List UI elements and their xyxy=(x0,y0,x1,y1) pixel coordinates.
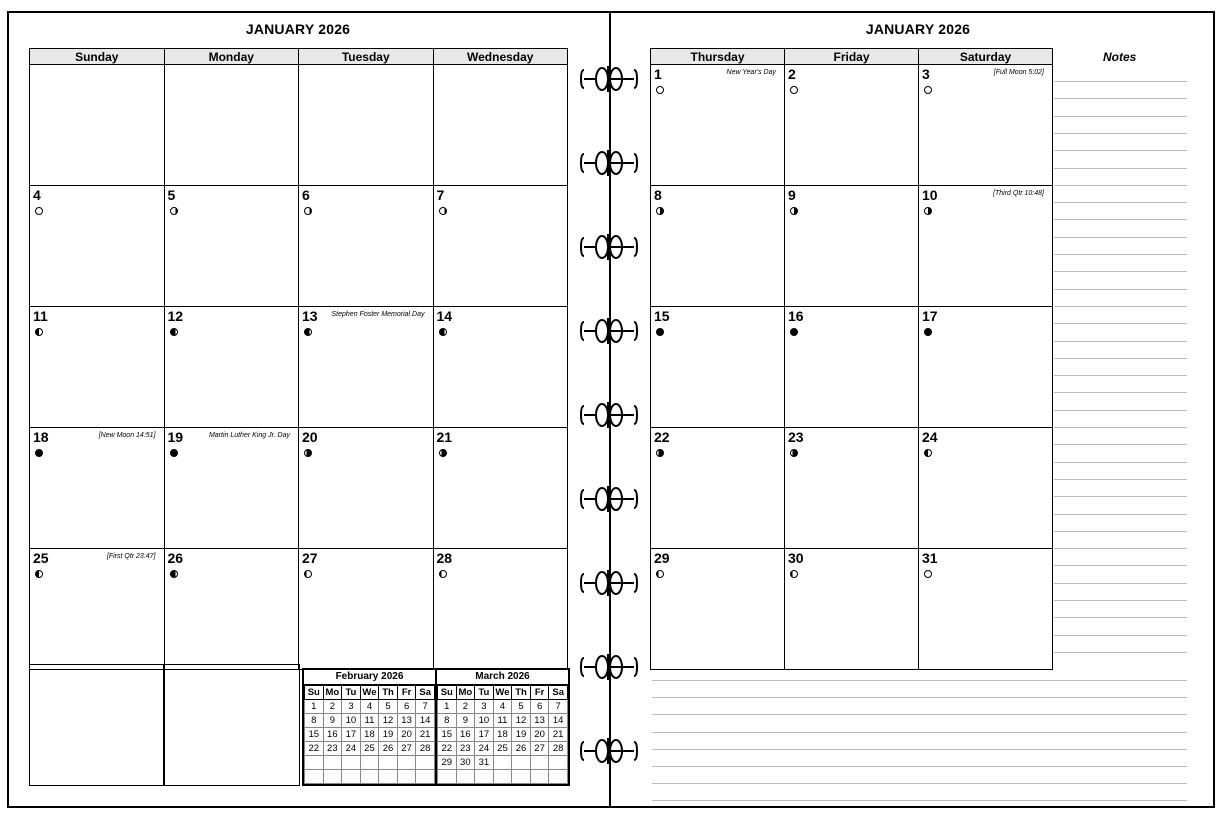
moon-phase-icon xyxy=(35,207,43,215)
binder-ring-icon xyxy=(580,234,638,260)
mini-day: 20 xyxy=(397,728,416,742)
mini-day: 10 xyxy=(475,714,494,728)
blank-box-sunday[interactable] xyxy=(29,664,165,786)
notes-rule-line xyxy=(1054,462,1187,463)
day-number: 18 xyxy=(33,429,49,445)
notes-rule-line xyxy=(1054,116,1187,117)
day-number: 17 xyxy=(922,308,938,324)
mini-day: 5 xyxy=(379,700,398,714)
mini-day xyxy=(549,770,568,784)
notes-rule-line xyxy=(1054,168,1187,169)
day-cell[interactable] xyxy=(651,549,785,670)
mini-day: 25 xyxy=(360,742,379,756)
mini-weekday: We xyxy=(493,686,512,700)
moon-phase-icon xyxy=(304,449,312,457)
day-number: 11 xyxy=(33,308,48,324)
mini-day: 8 xyxy=(305,714,324,728)
moon-phase-icon xyxy=(790,86,798,94)
day-cell[interactable] xyxy=(651,307,785,428)
moon-phase-icon xyxy=(790,570,798,578)
day-cell[interactable] xyxy=(164,307,299,428)
mini-day: 18 xyxy=(493,728,512,742)
weekday-header: Tuesday xyxy=(299,49,434,65)
moon-phase-icon xyxy=(439,570,447,578)
bottom-rule-line xyxy=(652,680,1187,681)
day-cell[interactable] xyxy=(299,307,434,428)
notes-rule-line xyxy=(1054,427,1187,428)
notes-rule-line xyxy=(1054,652,1187,653)
mini-day: 8 xyxy=(438,714,457,728)
week-row xyxy=(651,65,1053,186)
day-cell[interactable] xyxy=(299,428,434,549)
notes-rule-line xyxy=(1054,306,1187,307)
moon-phase-icon xyxy=(656,207,664,215)
mini-day: 6 xyxy=(397,700,416,714)
blank-box-monday[interactable] xyxy=(163,664,300,786)
moon-phase-icon xyxy=(656,328,664,336)
notes-rule-line xyxy=(1054,289,1187,290)
week-row xyxy=(30,65,568,186)
moon-phase-icon xyxy=(924,207,932,215)
binder-ring-icon xyxy=(580,654,638,680)
mini-day: 11 xyxy=(493,714,512,728)
mini-weekday: Mo xyxy=(456,686,475,700)
day-cell[interactable] xyxy=(164,186,299,307)
notes-title: Notes xyxy=(1103,50,1137,64)
day-number: 5 xyxy=(167,187,176,203)
notes-rule-line xyxy=(1054,514,1187,515)
mini-day xyxy=(416,770,435,784)
mini-day xyxy=(530,770,549,784)
moon-phase-icon xyxy=(656,449,664,457)
day-cell[interactable] xyxy=(164,65,299,186)
day-note: Martin Luther King Jr. Day xyxy=(208,432,290,439)
left-calendar-grid xyxy=(29,48,568,670)
week-row xyxy=(651,428,1053,549)
mini-day: 21 xyxy=(549,728,568,742)
mini-calendar-title: February 2026 xyxy=(304,670,435,685)
mini-weekday: Su xyxy=(305,686,324,700)
day-cell[interactable] xyxy=(299,549,434,670)
notes-rule-line xyxy=(1054,548,1187,549)
notes-rule-line xyxy=(1054,600,1187,601)
week-row xyxy=(30,549,568,670)
day-number: 22 xyxy=(654,429,670,445)
moon-phase-icon xyxy=(170,207,178,215)
mini-day: 11 xyxy=(360,714,379,728)
day-cell[interactable] xyxy=(164,549,299,670)
day-note: [First Qtr 23:47] xyxy=(106,553,156,560)
day-cell[interactable] xyxy=(785,428,919,549)
weekday-header: Wednesday xyxy=(433,49,568,65)
mini-day: 5 xyxy=(512,700,531,714)
mini-weekday: Sa xyxy=(416,686,435,700)
notes-rule-line xyxy=(1054,496,1187,497)
day-number: 25 xyxy=(33,550,49,566)
mini-day: 29 xyxy=(438,756,457,770)
mini-day: 16 xyxy=(456,728,475,742)
day-cell[interactable] xyxy=(433,549,568,670)
moon-phase-icon xyxy=(924,328,932,336)
mini-day: 17 xyxy=(475,728,494,742)
day-number: 29 xyxy=(654,550,670,566)
day-cell[interactable] xyxy=(299,65,434,186)
day-cell[interactable] xyxy=(433,65,568,186)
mini-day: 21 xyxy=(416,728,435,742)
mini-day: 1 xyxy=(438,700,457,714)
day-number: 20 xyxy=(302,429,318,445)
day-number: 16 xyxy=(788,308,804,324)
bottom-rule-line xyxy=(652,783,1187,784)
moon-phase-icon xyxy=(439,449,447,457)
bottom-rule-line xyxy=(652,766,1187,767)
notes-rule-line xyxy=(1054,635,1187,636)
day-cell[interactable] xyxy=(785,307,919,428)
binder-ring-icon xyxy=(580,486,638,512)
mini-day: 15 xyxy=(305,728,324,742)
day-number: 23 xyxy=(788,429,804,445)
mini-day: 27 xyxy=(530,742,549,756)
mini-day: 28 xyxy=(416,742,435,756)
notes-rule-line xyxy=(1054,271,1187,272)
day-cell[interactable] xyxy=(30,186,165,307)
left-month-title: JANUARY 2026 xyxy=(245,21,351,37)
notes-rule-line xyxy=(1054,444,1187,445)
binder-ring-icon xyxy=(580,318,638,344)
bottom-rule-line xyxy=(652,714,1187,715)
notes-rule-line xyxy=(1054,565,1187,566)
mini-weekday: Fr xyxy=(397,686,416,700)
mini-calendar-title: March 2026 xyxy=(437,670,568,685)
mini-day: 27 xyxy=(397,742,416,756)
moon-phase-icon xyxy=(790,449,798,457)
day-cell[interactable] xyxy=(433,428,568,549)
day-number: 30 xyxy=(788,550,804,566)
mini-day: 13 xyxy=(530,714,549,728)
mini-day: 16 xyxy=(323,728,342,742)
mini-day: 31 xyxy=(475,756,494,770)
moon-phase-icon xyxy=(790,207,798,215)
day-cell[interactable] xyxy=(433,186,568,307)
mini-day xyxy=(397,756,416,770)
moon-phase-icon xyxy=(790,328,798,336)
day-number: 9 xyxy=(788,187,796,203)
weekday-header: Monday xyxy=(164,49,299,65)
day-number: 31 xyxy=(922,550,938,566)
bottom-rule-line xyxy=(652,732,1187,733)
notes-rule-line xyxy=(1054,375,1187,376)
mini-day: 1 xyxy=(305,700,324,714)
day-cell[interactable] xyxy=(785,65,919,186)
mini-day: 23 xyxy=(323,742,342,756)
moon-phase-icon xyxy=(439,328,447,336)
day-cell[interactable] xyxy=(299,186,434,307)
notes-rule-line xyxy=(1054,341,1187,342)
mini-day: 6 xyxy=(530,700,549,714)
day-number: 27 xyxy=(302,550,318,566)
mini-day xyxy=(549,756,568,770)
mini-weekday: Sa xyxy=(549,686,568,700)
mini-day: 18 xyxy=(360,728,379,742)
week-row xyxy=(30,307,568,428)
mini-day: 2 xyxy=(456,700,475,714)
notes-rule-line xyxy=(1054,358,1187,359)
week-row xyxy=(651,186,1053,307)
day-cell[interactable] xyxy=(30,428,165,549)
mini-day: 17 xyxy=(342,728,361,742)
binder-ring-icon xyxy=(580,570,638,596)
moon-phase-icon xyxy=(35,570,43,578)
day-note: [Third Qtr 10:48] xyxy=(993,190,1044,197)
mini-weekday: Su xyxy=(438,686,457,700)
mini-day: 26 xyxy=(379,742,398,756)
notes-rule-line xyxy=(1054,219,1187,220)
moon-phase-icon xyxy=(439,207,447,215)
mini-day: 13 xyxy=(397,714,416,728)
day-note: [New Moon 14:51] xyxy=(98,432,156,439)
day-cell[interactable] xyxy=(785,549,919,670)
mini-calendar-february xyxy=(302,668,437,786)
mini-day: 10 xyxy=(342,714,361,728)
day-cell[interactable] xyxy=(785,186,919,307)
mini-weekday: Mo xyxy=(323,686,342,700)
notes-rule-line xyxy=(1054,150,1187,151)
day-cell[interactable] xyxy=(30,65,165,186)
day-number: 21 xyxy=(436,429,453,445)
mini-day: 22 xyxy=(305,742,324,756)
mini-day: 20 xyxy=(530,728,549,742)
week-row xyxy=(30,428,568,549)
bottom-rule-line xyxy=(652,749,1187,750)
mini-day xyxy=(323,756,342,770)
binder-ring-icon xyxy=(580,66,638,92)
moon-phase-icon xyxy=(170,449,178,457)
notes-rule-line xyxy=(1054,617,1187,618)
day-cell[interactable] xyxy=(651,428,785,549)
notes-rule-line xyxy=(1054,531,1187,532)
moon-phase-icon xyxy=(924,449,932,457)
moon-phase-icon xyxy=(35,328,43,336)
mini-day: 12 xyxy=(379,714,398,728)
day-cell[interactable] xyxy=(30,307,165,428)
day-note: Stephen Foster Memorial Day xyxy=(331,311,425,318)
mini-weekday: We xyxy=(360,686,379,700)
notes-rule-line xyxy=(1054,410,1187,411)
day-cell[interactable] xyxy=(164,428,299,549)
day-cell[interactable] xyxy=(919,307,1053,428)
mini-weekday: Th xyxy=(512,686,531,700)
mini-day xyxy=(493,756,512,770)
bottom-rule-line xyxy=(652,800,1187,801)
mini-day: 2 xyxy=(323,700,342,714)
day-number: 2 xyxy=(788,66,796,82)
notes-rule-line xyxy=(1054,81,1187,82)
day-number: 7 xyxy=(436,187,445,203)
mini-day: 4 xyxy=(360,700,379,714)
week-row xyxy=(30,186,568,307)
day-number: 12 xyxy=(167,308,184,324)
mini-weekday: Th xyxy=(379,686,398,700)
mini-day xyxy=(360,756,379,770)
day-cell[interactable] xyxy=(919,428,1053,549)
day-cell[interactable] xyxy=(651,65,785,186)
moon-phase-icon xyxy=(656,86,664,94)
moon-phase-icon xyxy=(304,570,312,578)
right-calendar-grid xyxy=(650,48,1053,670)
day-number: 14 xyxy=(436,308,453,324)
mini-day xyxy=(397,770,416,784)
mini-day xyxy=(323,770,342,784)
notes-rule-line xyxy=(1054,237,1187,238)
mini-day xyxy=(305,756,324,770)
mini-day xyxy=(530,756,549,770)
day-number: 24 xyxy=(922,429,938,445)
mini-day: 19 xyxy=(379,728,398,742)
day-number: 4 xyxy=(33,187,41,203)
mini-day: 7 xyxy=(549,700,568,714)
mini-day: 9 xyxy=(323,714,342,728)
notes-rule-line xyxy=(1054,133,1187,134)
mini-day: 23 xyxy=(456,742,475,756)
mini-day: 3 xyxy=(475,700,494,714)
notes-rule-line xyxy=(1054,323,1187,324)
day-cell[interactable] xyxy=(433,307,568,428)
day-cell[interactable] xyxy=(651,186,785,307)
mini-day xyxy=(416,756,435,770)
mini-day xyxy=(456,770,475,784)
day-cell[interactable] xyxy=(30,549,165,670)
mini-day xyxy=(438,770,457,784)
day-number: 6 xyxy=(302,187,310,203)
binder-ring-icon xyxy=(580,150,638,176)
mini-weekday: Fr xyxy=(530,686,549,700)
notes-rule-line xyxy=(1054,392,1187,393)
mini-day: 14 xyxy=(549,714,568,728)
mini-day: 3 xyxy=(342,700,361,714)
moon-phase-icon xyxy=(924,86,932,94)
mini-day: 26 xyxy=(512,742,531,756)
mini-day: 24 xyxy=(475,742,494,756)
mini-day: 30 xyxy=(456,756,475,770)
notes-rule-line xyxy=(1054,202,1187,203)
day-number: 15 xyxy=(654,308,670,324)
bottom-rule-line xyxy=(652,697,1187,698)
week-row xyxy=(651,307,1053,428)
mini-day: 9 xyxy=(456,714,475,728)
mini-day xyxy=(342,770,361,784)
moon-phase-icon xyxy=(170,570,178,578)
weekday-header: Saturday xyxy=(919,49,1053,65)
day-cell[interactable] xyxy=(919,186,1053,307)
moon-phase-icon xyxy=(656,570,664,578)
day-number: 3 xyxy=(922,66,930,82)
notes-rule-line xyxy=(1054,479,1187,480)
mini-day: 22 xyxy=(438,742,457,756)
mini-day xyxy=(493,770,512,784)
mini-day: 7 xyxy=(416,700,435,714)
moon-phase-icon xyxy=(304,328,312,336)
day-number: 28 xyxy=(436,550,453,566)
mini-day xyxy=(305,770,324,784)
mini-day: 15 xyxy=(438,728,457,742)
mini-day: 14 xyxy=(416,714,435,728)
weekday-header: Thursday xyxy=(651,49,785,65)
mini-day: 19 xyxy=(512,728,531,742)
day-number: 26 xyxy=(167,550,184,566)
moon-phase-icon xyxy=(170,328,178,336)
binder-ring-icon xyxy=(580,738,638,764)
day-cell[interactable] xyxy=(919,65,1053,186)
day-note: New Year's Day xyxy=(726,69,776,76)
moon-phase-icon xyxy=(924,570,932,578)
day-number: 8 xyxy=(654,187,662,203)
day-note: [Full Moon 5:02] xyxy=(993,69,1044,76)
mini-day xyxy=(475,770,494,784)
day-cell[interactable] xyxy=(919,549,1053,670)
mini-day: 12 xyxy=(512,714,531,728)
notes-rule-line xyxy=(1054,254,1187,255)
moon-phase-icon xyxy=(304,207,312,215)
mini-calendar-march xyxy=(435,668,570,786)
mini-day xyxy=(360,770,379,784)
day-number: 10 xyxy=(922,187,938,203)
mini-day xyxy=(379,770,398,784)
week-row xyxy=(651,549,1053,670)
mini-day xyxy=(512,756,531,770)
mini-weekday: Tu xyxy=(475,686,494,700)
notes-rule-line xyxy=(1054,185,1187,186)
mini-day xyxy=(379,756,398,770)
mini-day xyxy=(342,756,361,770)
moon-phase-icon xyxy=(35,449,43,457)
notes-rule-line xyxy=(1054,583,1187,584)
day-number: 1 xyxy=(654,66,662,82)
mini-day: 4 xyxy=(493,700,512,714)
day-number: 13 xyxy=(302,308,318,324)
weekday-header: Friday xyxy=(785,49,919,65)
day-number: 19 xyxy=(167,429,184,445)
binder-ring-icon xyxy=(580,402,638,428)
mini-day: 24 xyxy=(342,742,361,756)
mini-day: 28 xyxy=(549,742,568,756)
mini-day: 25 xyxy=(493,742,512,756)
notes-rule-line xyxy=(1054,98,1187,99)
mini-weekday: Tu xyxy=(342,686,361,700)
right-month-title: JANUARY 2026 xyxy=(865,21,971,37)
weekday-header: Sunday xyxy=(30,49,165,65)
mini-day xyxy=(512,770,531,784)
